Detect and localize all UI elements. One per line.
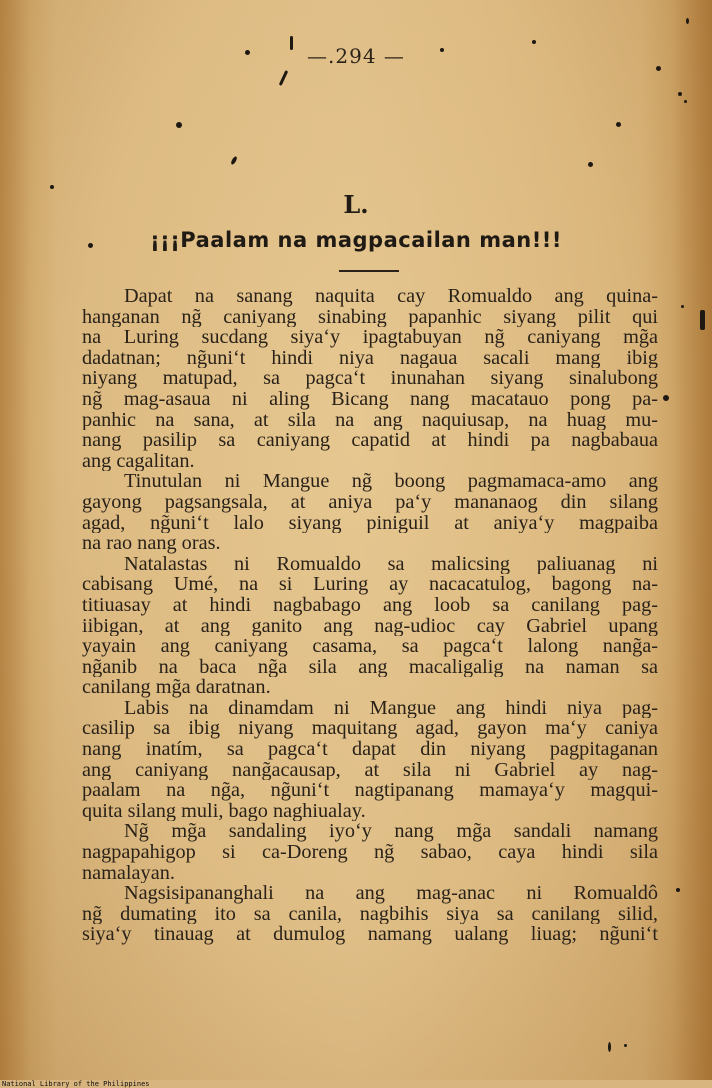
body-line: quita silang muli, bago naghiualay. <box>82 800 366 822</box>
body-line: cabisang Umé, na si Luring ay nacacatulog, bagong na- <box>82 574 658 595</box>
body-line: Tinutulan ni Mangue ng̃ boong pagmamaca-amo ang <box>124 471 658 492</box>
body-line: gayong pagsangsala, at aniya pa‘y mananaog din silang <box>82 491 658 513</box>
right-edge-shadow <box>672 0 712 1080</box>
body-line: niyang matupad, sa pagca‘t inunahan siyang sinalubong <box>82 368 658 389</box>
body-line: na rao nang oras. <box>82 533 221 554</box>
body-line: paalam na ng̃a, ng̃uni‘t nagtipanang mamaya‘y magqui- <box>82 780 658 801</box>
body-text <box>82 286 658 945</box>
body-line: ng̃ mag-asaua ni aling Bicang nang macatauo pong pa- <box>82 388 658 410</box>
body-line: Labis na dinamdam ni Mangue ang hindi niya pag- <box>124 697 658 719</box>
body-line: siya‘y tinauag at dumulog namang ualang liuag; ng̃uni‘t <box>82 924 658 945</box>
title-rule <box>339 270 399 272</box>
body-line: Natalastas ni Romualdo sa malicsing paliuanag ni <box>124 553 658 575</box>
body-line: hanganan ng̃ caniyang sinabing papanhic siyang pilit qui <box>82 306 658 328</box>
body-line: nang pasilip sa caniyang capatid at hindi pa nagbabaua <box>82 430 658 451</box>
body-line: Nagsisipananghali na ang mag-anac ni Romualdô <box>124 883 658 904</box>
page-number: —.294 — <box>307 44 405 68</box>
chapter-title: ¡¡¡Paalam na magpacailan man!!! <box>150 228 562 252</box>
library-footer: National Library of the Philippines <box>2 1080 150 1088</box>
body-line: namalayan. <box>82 862 175 884</box>
body-line: Ng̃ mg̃a sandaling iyo‘y nang mg̃a sandali namang <box>124 821 658 843</box>
body-line: Dapat na sanang naquita cay Romualdo ang quina- <box>124 286 658 307</box>
body-line: ang caniyang nang̃acausap, at sila ni Gabriel ay nag- <box>82 759 658 781</box>
left-edge-shadow <box>0 0 30 1080</box>
body-line: titiuasay at hindi nagbabago ang loob sa canilang pag- <box>82 594 658 616</box>
chapter-number: L. <box>343 190 369 219</box>
body-line: agad, ng̃uni‘t lalo siyang piniguil at aniya‘y magpaiba <box>82 512 658 534</box>
body-line: casilip sa ibig niyang maquitang agad, gayon ma‘y caniya <box>82 718 658 740</box>
body-line: canilang mg̃a daratnan. <box>82 677 271 698</box>
body-line: nang inatím, sa pagca‘t dapat din niyang pagpitaganan <box>82 739 658 760</box>
body-line: ng̃anib na baca ng̃a sila ang macaligalig na naman sa <box>82 656 658 678</box>
body-line: yayain ang caniyang casama, sa pagca‘t lalong nang̃a- <box>82 636 658 657</box>
body-line: ng̃ dumating ito sa canila, nagbihis siya sa canilang silid, <box>82 903 658 925</box>
body-line: ang cagalitan. <box>82 450 195 472</box>
body-line: iibigan, at ang ganito ang nag-udioc cay Gabriel upang <box>82 615 658 637</box>
body-line: dadatnan; ng̃uni‘t hindi niya nagaua sacali mang ibig <box>82 347 658 369</box>
body-line: nagpapahigop si ca-Doreng ng̃ sabao, caya hindi sila <box>82 842 658 863</box>
body-line: na Luring sucdang siya‘y ipagtabuyan ng̃ caniyang mg̃a <box>82 327 658 348</box>
body-line: panhic na sana, at sila na ang naquiusap, na huag mu- <box>82 409 658 431</box>
